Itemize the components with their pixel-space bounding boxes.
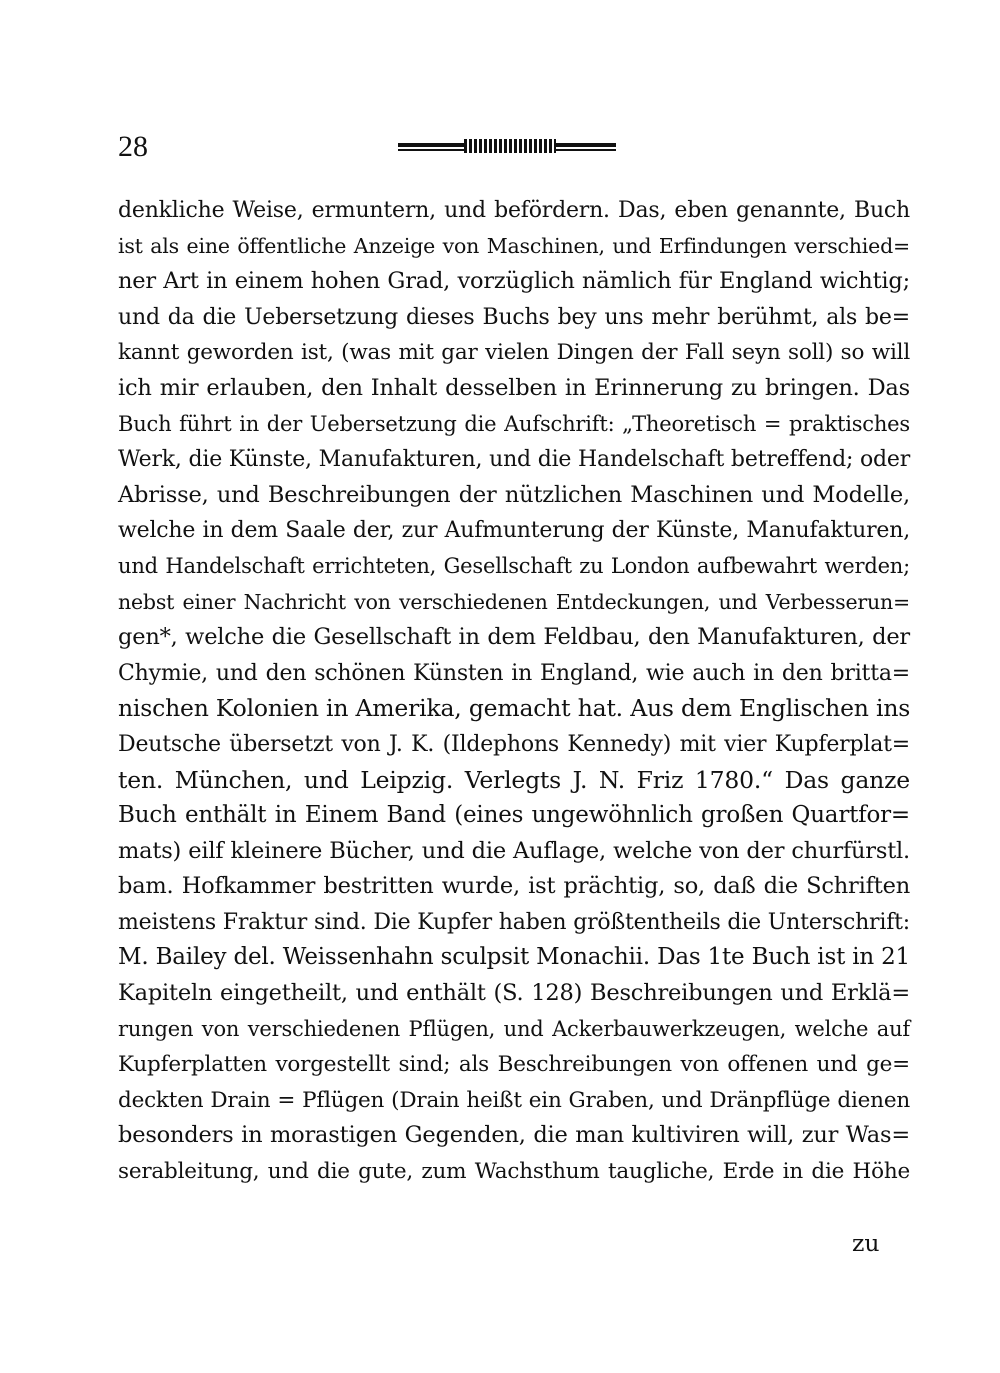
text-line: Kapiteln eingetheilt, und enthält (S. 128) Beschreibungen und Erklä= [118,980,910,1007]
text-line: ten. München, und Leipzig. Verlegts J. N. Friz 1780.“ Das ganze [118,765,910,794]
text-line: bam. Hofkammer bestritten wurde, ist prächtig, so, daß die Schriften [118,873,910,900]
text-line: gen*, welche die Gesellschaft in dem Feldbau, den Manufakturen, der [118,624,910,651]
header-ornament [398,139,616,155]
text-line: ich mir erlauben, den Inhalt desselben in Erinnerung zu bringen. Das [118,374,910,401]
text-line: deckten Drain = Pflügen (Drain heißt ein Graben, und Dränpflüge dienen [118,1087,910,1113]
text-line: Werk, die Künste, Manufakturen, und die Handelschaft betreffend; oder [118,447,911,473]
text-line: nischen Kolonien in Amerika, gemacht hat. Aus dem Englischen ins [118,694,911,723]
text-line: besonders in morastigen Gegenden, die man kultiviren will, zur Was= [118,1122,910,1149]
page-number: 28 [118,130,148,163]
text-line: kannt geworden ist, (was mit gar vielen Dingen der Fall seyn soll) so will [118,340,910,366]
text-line: mats) eilf kleinere Bücher, und die Auflage, welche von der churfürstl. [118,837,910,864]
text-line: und da die Uebersetzung dieses Buchs bey uns mehr berühmt, als be= [118,304,910,330]
ornament-center [464,139,556,153]
text-line: Abrisse, und Beschreibungen der nützlichen Maschinen und Modelle, [118,481,910,508]
text-line: ner Art in einem hohen Grad, vorzüglich nämlich für England wichtig; [118,268,910,295]
text-line: und Handelschaft errichteten, Gesellschaft zu London aufbewahrt werden; [118,553,910,578]
text-line: serableitung, und die gute, zum Wachsthum taugliche, Erde in die Höhe [118,1159,910,1185]
text-line: nebst einer Nachricht von verschiedenen Entdeckungen, und Verbesserun= [118,589,910,614]
text-line: meistens Fraktur sind. Die Kupfer haben größtentheils die Unterschrift: [118,909,910,935]
text-line: denkliche Weise, ermuntern, und befördern. Das, eben genannte, Buch [118,198,910,223]
text-line: Deutsche übersetzt von J. K. (Ildephons Kennedy) mit vier Kupferplat= [118,731,910,757]
text-line: M. Bailey del. Weissenhahn sculpsit Monachii. Das 1te Buch ist in 21 [118,944,910,971]
catchword: zu [852,1229,880,1257]
text-line: rungen von verschiedenen Pflügen, und Ackerbauwerkzeugen, welche auf [118,1016,910,1041]
text-line: welche in dem Saale der, zur Aufmunterung der Künste, Manufakturen, [118,518,910,544]
text-line: Buch führt in der Uebersetzung die Aufschrift: „Theoretisch = praktisches [118,411,910,436]
text-line: Chymie, und den schönen Künsten in England, wie auch in den britta= [118,660,910,686]
body-text [118,193,910,1190]
text-line: Buch enthält in Einem Band (eines ungewöhnlich großen Quartfor= [118,802,910,829]
text-line: ist als eine öffentliche Anzeige von Maschinen, und Erfindungen verschied= [118,233,910,258]
text-line: Kupferplatten vorgestellt sind; als Beschreibungen von offenen und ge= [118,1052,910,1078]
